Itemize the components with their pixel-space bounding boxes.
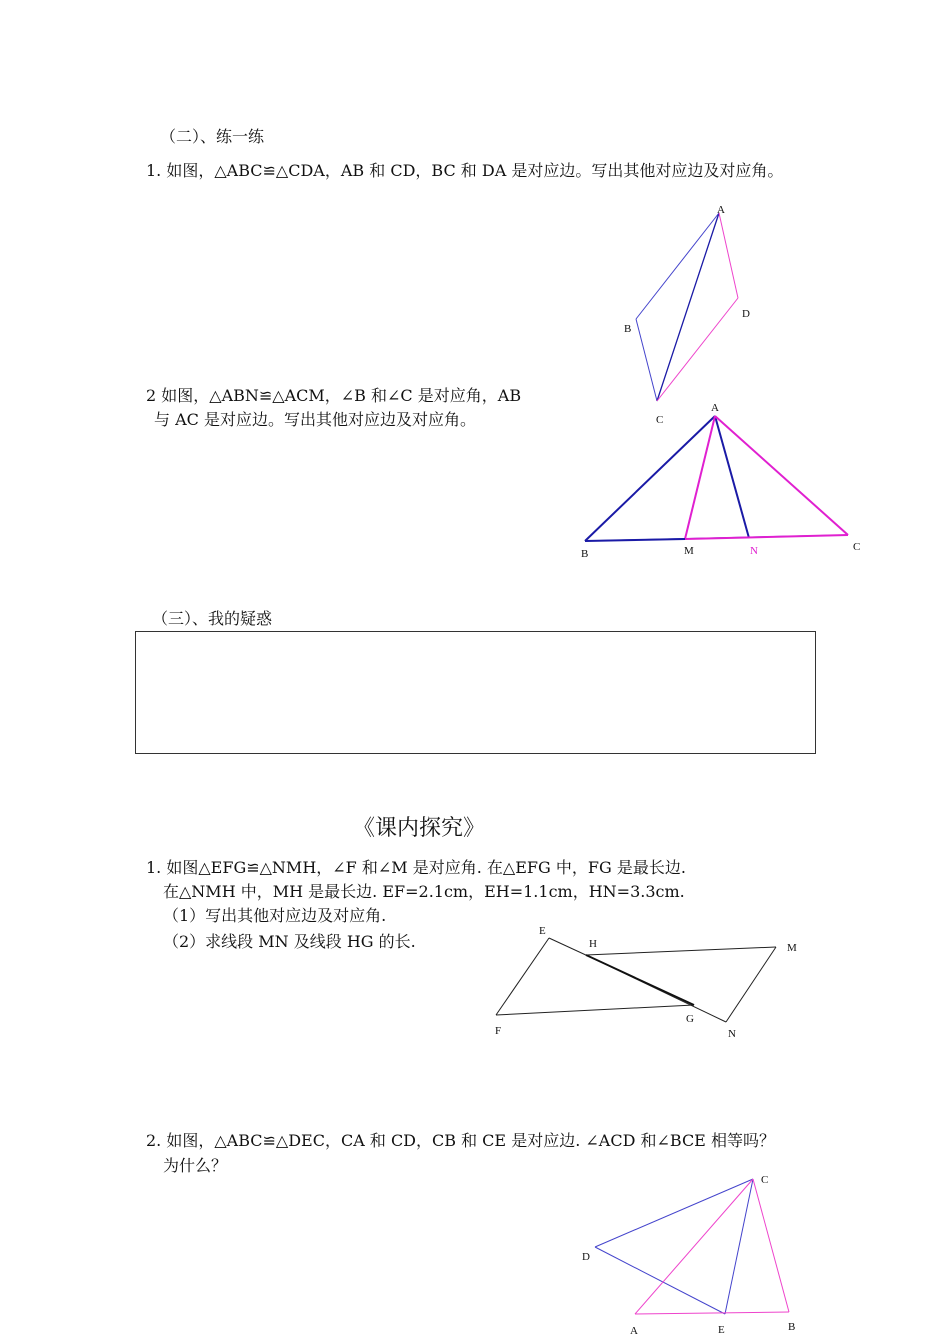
questions-box[interactable] [135,631,816,754]
label-b: B [581,548,589,560]
figure-1-parallelogram [615,195,765,435]
inquiry-1-line1: 1. 如图△EFG≌△NMH，∠F 和∠M 是对应角. 在△EFG 中，FG 是最长边. [146,858,686,877]
inquiry-2-line1: 2. 如图，△ABC≌△DEC，CA 和 CD，CB 和 CE 是对应边. ∠ACD 和∠BCE 相等吗？ [146,1131,775,1150]
inquiry-1-line2: 在△NMH 中，MH 是最长边. EF=2.1cm，EH=1.1cm，HN=3.3cm. [163,882,685,901]
segment-ab [585,416,715,541]
segment-mn [726,947,776,1022]
label-m: M [684,545,694,557]
segment-an [715,416,749,538]
label-c: C [761,1174,769,1186]
figure-3-triangles [490,920,810,1045]
segment-bc [636,319,657,401]
label-b: B [624,323,632,335]
segment-dc [657,298,738,401]
segment-ac [715,416,848,535]
segment-ab [636,213,719,319]
label-f: F [495,1025,502,1037]
segment-mc [685,535,848,539]
figure-4-triangles [575,1168,805,1340]
label-b: B [788,1321,796,1333]
label-d: D [582,1251,590,1263]
label-h: H [589,938,597,950]
segment-cb [753,1179,789,1312]
inquiry-1-question1: （1）写出其他对应边及对应角. [163,906,387,925]
figure-2-triangle [575,400,870,565]
segment-fg [496,1005,694,1015]
label-e: E [539,925,546,937]
segment-cd [595,1179,753,1247]
label-a: A [711,402,719,414]
exercise-2-text-line2: 与 AC 是对应边。写出其他对应边及对应角。 [154,410,476,429]
label-m: M [787,942,797,954]
label-c: C [656,414,664,426]
exercise-1-text: 1. 如图，△ABC≌△CDA，AB 和 CD，BC 和 DA 是对应边。写出其他对应边及对应角。 [146,161,784,180]
segment-bm [585,539,685,541]
label-a: A [630,1325,638,1337]
label-g: G [686,1013,694,1025]
exercise-2-text-line1: 2 如图，△ABN≌△ACM，∠B 和∠C 是对应角，AB [146,386,522,405]
inquiry-2-line2: 为什么？ [163,1156,228,1175]
segment-ef [496,938,549,1015]
section-heading-questions: （三）、我的疑惑 [152,609,273,628]
label-e: E [718,1324,725,1336]
segment-ad [719,213,738,298]
segment-ab [635,1312,789,1314]
label-a: A [717,204,725,216]
segment-de [595,1247,725,1314]
label-c: C [853,541,861,553]
label-n: N [728,1028,736,1040]
section-heading-practice: （二）、练一练 [160,127,265,146]
segment-hg-overlap [586,955,694,1005]
label-n: N [750,545,758,557]
segment-hm [586,947,776,955]
inquiry-title: 《课内探究》 [353,816,486,841]
segment-am [685,416,715,539]
inquiry-1-question2: （2）求线段 MN 及线段 HG 的长. [163,932,416,951]
segment-ac [657,213,719,401]
label-d: D [742,308,750,320]
segment-ca [635,1179,753,1314]
segment-ce [725,1179,753,1314]
